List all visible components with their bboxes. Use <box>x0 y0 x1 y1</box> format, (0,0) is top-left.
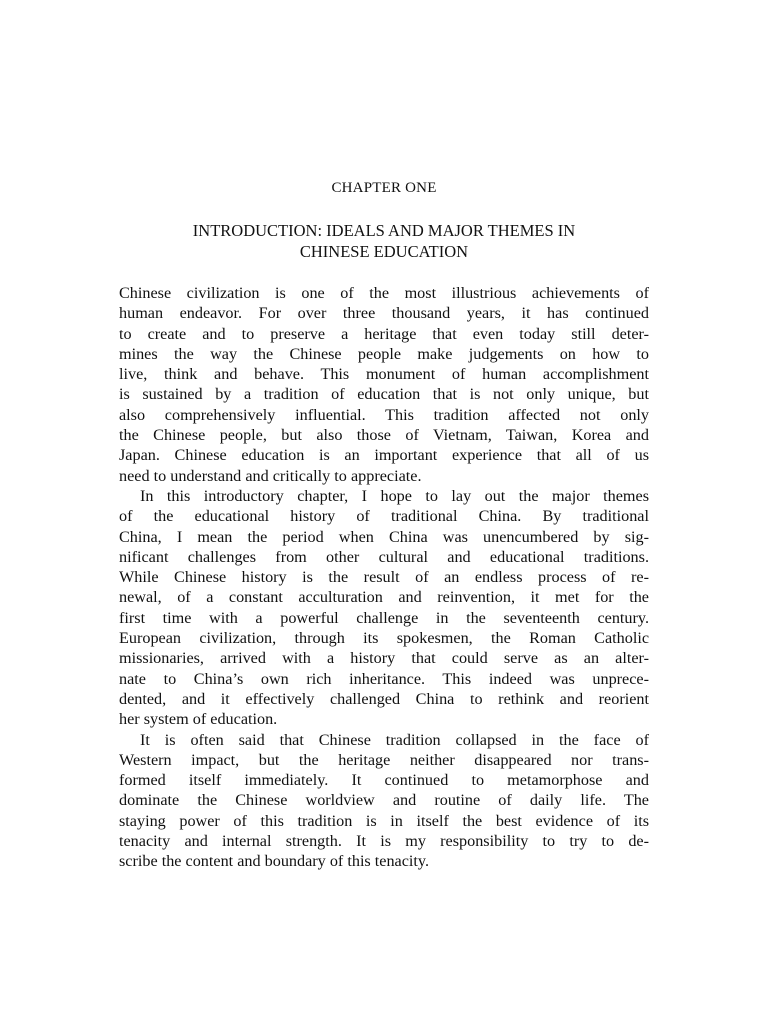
text-line: China, I mean the period when China was unencumbered by sig- <box>119 527 649 546</box>
text-line: is sustained by a tradition of education that is not only unique, but <box>119 385 649 404</box>
paragraph <box>119 486 649 730</box>
chapter-title-line: INTRODUCTION: IDEALS AND MAJOR THEMES IN <box>192 221 576 240</box>
text-line: newal, of a constant acculturation and reinvention, it met for the <box>119 588 649 607</box>
paragraph <box>119 283 649 486</box>
text-line: staying power of this tradition is in itself the best evidence of its <box>119 811 649 830</box>
text-line: also comprehensively influential. This tradition affected not only <box>119 405 649 424</box>
text-line: scribe the content and boundary of this tenacity. <box>119 852 430 871</box>
text-line: missionaries, arrived with a history that could serve as an alter- <box>119 649 649 668</box>
chapter-title-line: CHINESE EDUCATION <box>299 242 469 261</box>
text-line: Western impact, but the heritage neither disappeared nor trans- <box>119 750 649 769</box>
text-line: first time with a powerful challenge in the seventeenth century. <box>119 608 649 627</box>
text-line: to create and to preserve a heritage that even today still deter- <box>119 324 649 343</box>
text-line: need to understand and critically to appreciate. <box>119 466 422 485</box>
text-line: mines the way the Chinese people make judgements on how to <box>119 344 649 363</box>
text-line: dominate the Chinese worldview and routine of daily life. The <box>119 791 649 810</box>
text-line: human endeavor. For over three thousand years, it has continued <box>119 304 649 323</box>
text-line: tenacity and internal strength. It is my responsibility to try to de- <box>119 832 649 851</box>
paragraph <box>119 730 649 872</box>
text-line: the Chinese people, but also those of Vietnam, Taiwan, Korea and <box>119 426 649 445</box>
text-line: Chinese civilization is one of the most illustrious achievements of <box>119 284 649 302</box>
text-line: It is often said that Chinese tradition collapsed in the face of <box>140 730 649 749</box>
chapter-number: CHAPTER ONE <box>331 180 437 196</box>
text-line: dented, and it effectively challenged China to rethink and reorient <box>119 689 649 708</box>
text-line: her system of education. <box>119 710 278 729</box>
text-line: nate to China’s own rich inheritance. This indeed was unprece- <box>119 669 649 688</box>
body-text <box>119 283 649 872</box>
text-line: While Chinese history is the result of an endless process of re- <box>119 568 649 587</box>
chapter-title <box>0 220 768 262</box>
text-line: formed itself immediately. It continued to metamorphose and <box>119 771 649 790</box>
text-line: European civilization, through its spokesmen, the Roman Catholic <box>119 629 649 648</box>
text-line: Japan. Chinese education is an important experience that all of us <box>119 446 649 465</box>
text-line: nificant challenges from other cultural and educational traditions. <box>119 547 649 566</box>
text-line: live, think and behave. This monument of human accomplishment <box>119 365 649 384</box>
text-line: of the educational history of traditional China. By traditional <box>119 507 649 526</box>
text-line: In this introductory chapter, I hope to lay out the major themes <box>140 486 649 505</box>
